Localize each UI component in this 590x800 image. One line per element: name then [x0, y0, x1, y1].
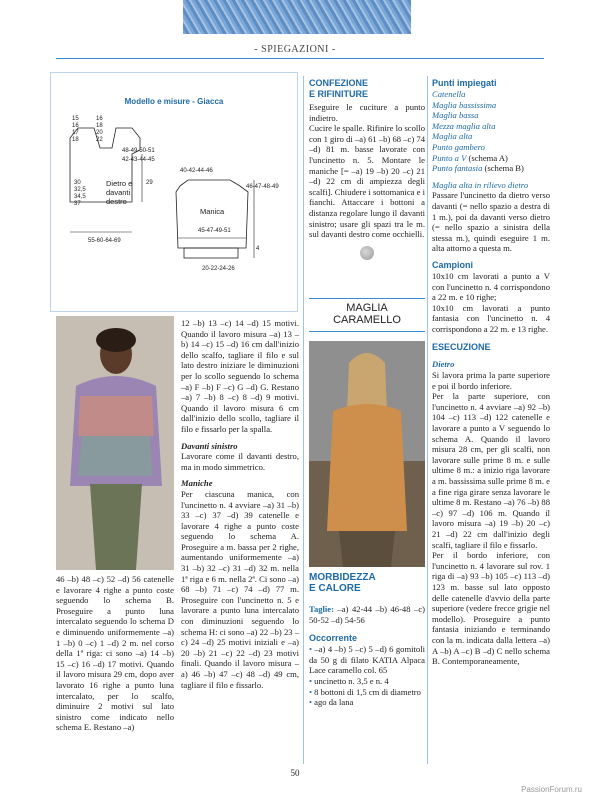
taglie-line [309, 604, 425, 625]
page-number: 50 [290, 768, 300, 778]
punto-item: Punto a V (schema A) [432, 152, 508, 163]
punto-item: Punto fantasia (schema B) [432, 163, 524, 174]
punto-item: Maglia bassissima [432, 99, 497, 110]
subtitle: MORBIDEZZA E CALORE [309, 572, 376, 594]
col3-bottom [309, 572, 425, 708]
rilievo-heading: Maglia alta in rilievo dietro [432, 179, 529, 190]
body-label: davanti [106, 188, 131, 197]
cuff-height-measure: 4 [256, 246, 260, 252]
dietro-text: Per il bordo inferiore, con l'uncinetto n. 4 lavorare sul rov. 1 riga di –a) 93 –b) 105 –c) 113 –d) 123 m. basse sul lato opposto delle catenelle d'avvio della parte superiore (vedere frecce grigie nel modello). Proseguire a punto fantasia iniziando e terminando con la m. indicata dalla lettera –a) A –b) A –c) B –d) C nello schema B. Contemporaneamente, [432, 550, 550, 667]
header-knit-band [183, 0, 411, 34]
title-divider [309, 298, 425, 299]
occorrente-heading: Occorrente [309, 633, 358, 644]
section-title: - SPIEGAZIONI - [254, 44, 336, 55]
project-title: MAGLIA CARAMELLO [333, 302, 401, 326]
col2-text3: Per ciascuna manica, con l'uncinetto n. 4 avviare –a) 31 –b) 33 –c) 37 –d) 39 catenelle e lavorare 4 righe a punto coste seguendo lo schema A. Proseguire a m. bassa per 2 righe, aumentando uniformemente –a) 31 –b) 32 –c) 31 –d) 32 m. nella 1ª riga e 6 m. nella 2ª. Ci sono –a) 68 –b) 71 –c) 74 –d) 77 m. Proseguire con l'uncinetto n. 5 e lavorare a punto luna intercalato con diminuzioni seguendo lo schema H: ci sono –a) 22 –b) 23 –c) 24 –d) 25 motivi iniziali e –a) 20 –b) 21 –c) 22 –d) 23 motivi finali. Quando il lavoro misura –a) 46 –b) 47 –c) 48 –d) 49 cm, tagliare il filo e fissarlo. [181, 488, 299, 690]
sleeve-length-measure: 46-47-48-49 [246, 184, 279, 190]
col1-text: 46 –b) 48 –c) 52 –d) 56 catenelle e lavorare 4 righe a punto coste seguendo lo schema B. Proseguire a punto luna intercalato seguendo lo schema D e diminuendo uniformemente –a) 1 –b) 0 –c) 1 –d) 2 m. nel corso della 1ª riga: ci sono –a) 14 –b) 15 –c) 16 –d) 17 motivi. Quando il lavoro misura 29 cm, dopo aver lavorato 16 righe a punto luna intercalato, per lo scalfo, diminuire 2 motivi sul lato sinistro come indicato nello schema E. Restano –a) [56, 574, 174, 733]
punto-item: Maglia alta [432, 131, 473, 142]
sleeve-width-measure: 45-47-49-51 [198, 228, 231, 234]
neck-label-left: 15 [72, 116, 79, 122]
punto-item: Maglia bassa [432, 110, 479, 121]
esecuzione-heading: ESECUZIONE [432, 342, 491, 353]
punto-item: Mezza maglia alta [432, 120, 496, 131]
confezione-text2: Cucire le spalle. Rifinire lo scollo con 1 giro di –a) 61 –b) 68 –c) 74 –d) 81 m. basse lavorate con l'uncinetto n. 5. Montare le maniche [= –a) 19 –b) 20 –c) 21 –d) 22 cm di ampiezza degli scalfi]. Chiudere i sottomanica e i fianchi. Attaccare i bottoni a distanza regolare lungo il davanti sinistro; usare gli spazi tra le m. sul davanti destro come occhielli. [309, 123, 425, 240]
model-photo-right [309, 341, 425, 567]
watermark: PassionForum.ru [521, 785, 582, 794]
punto-item: Punto gambero [432, 141, 485, 152]
campioni-text: 10x10 cm lavorati a punto a V con l'uncinetto n. 4 corrispondono a 22 m. e 10 righe; [432, 270, 550, 303]
neck-label-left: 16 [72, 123, 79, 129]
body-label: destro [106, 197, 127, 206]
punto-item: Catenella [432, 89, 466, 99]
shoulder-measure: 48-49-50-51 [122, 148, 155, 154]
campioni-text: 10x10 cm lavorati a punto fantasia con l'uncinetto n. 4 corrispondono a 22 m. e 13 righe. [432, 302, 550, 334]
neck-label-right: 20 [96, 130, 103, 136]
body-label: Dietro e [106, 179, 133, 188]
col3-top [309, 78, 425, 260]
side-measure: 29 [146, 180, 153, 186]
neck-label-right: 16 [96, 116, 103, 122]
body-height-label: 30 [74, 180, 81, 186]
measurement-diagram [50, 72, 298, 312]
title-divider [309, 331, 425, 332]
col4 [432, 78, 550, 667]
col2-text2: Lavorare come il davanti destro, ma in modo simmetrico. [181, 451, 299, 472]
model-photo-left [56, 316, 174, 570]
campioni-heading: Campioni [432, 259, 474, 270]
davanti-heading: Davanti sinistro [181, 440, 238, 451]
rilievo-text: Passare l'uncinetto da dietro verso davanti (= nello spazio a destra di 1 m.), poi da davanti verso dietro (= nello spazio a sinistra della stessa m.), quindi eseguire 1 m. alta attorno a questa m. [432, 190, 550, 254]
maniche-heading: Maniche [181, 478, 213, 489]
occ-item: • 8 bottoni di 1,5 cm di diametro [309, 686, 421, 697]
bottom-measure: 55-60-64-69 [88, 238, 121, 244]
yarn-ball-icon [360, 246, 374, 260]
col2 [181, 318, 299, 690]
dietro-heading: Dietro [432, 359, 455, 370]
col2-text1: 12 –b) 13 –c) 14 –d) 15 motivi. Quando il lavoro misura –a) 13 –b) 14 –c) 15 –d) 16 cm dall'inizio dello scalfo, tagliare il filo e sul lato destro iniziare le diminuzioni per lo scollo seguendo lo schema –a) F –b) F –c) G –d) G. Restano –a) 7 –b) 8 –c) 8 –d) 9 motivi. Quando il lavoro misura 6 cm dall'inizio dello scollo, tagliare il filo e fissarlo per la spalla. [181, 318, 299, 434]
neck-label-right: 18 [96, 123, 103, 129]
neck-label-right: 22 [96, 137, 103, 143]
sleeve-cuff-measure: 20-22-24-26 [202, 266, 235, 272]
confezione-text1: Eseguire le cuciture a punto indietro. [309, 102, 425, 123]
occ-item: • –a) 4 –b) 5 –c) 5 –d) 6 gomitoli da 50 g di filato KATIA Alpaca Lace caramello col. 65 [309, 644, 425, 676]
width-measure: 42-43-44-45 [122, 157, 155, 163]
confezione-heading: CONFEZIONE E RIFINITURE [309, 78, 369, 99]
dietro-text: Per la parte superiore, con l'uncinetto n. 4 avviare –a) 92 –b) 104 –c) 113 –d) 122 catenelle e lavorare a punto a V seguendo lo schema A. Quando il lavoro misura 28 cm, per gli scalfi, non lavorare sulle prime 8 m. e sulle ultime 8 m.: a inizio riga lavorare a m. bassissima sulle prime 8 m. e a fine riga girare senza lavorare le ultime 8 m. Restano –a) 76 –b) 88 –c) 97 –d) 106 m. Quando il lavoro misura –a) 19 –b) 20 –c) 21 –d) 22 cm dall'inizio degli scalfi, tagliare il filo e fissarlo. [432, 391, 550, 550]
header-divider [56, 58, 544, 59]
taglie-label: Taglie: [309, 604, 334, 614]
body-height-label: 37 [74, 201, 81, 207]
neck-label-left: 17 [72, 130, 79, 136]
column-divider [427, 76, 428, 764]
sleeve-label: Manica [200, 207, 225, 216]
punti-heading: Punti impiegati [432, 78, 497, 88]
column-divider [303, 76, 304, 764]
neck-label-left: 18 [72, 137, 79, 143]
taglie-value: –a) 42-44 –b) 46-48 –c) 50-52 –d) 54-56 [309, 604, 425, 625]
body-height-label: 34,5 [74, 194, 86, 200]
body-height-label: 32,5 [74, 187, 86, 193]
sleeve-top-measure: 40-42-44-46 [180, 168, 213, 174]
diagram-title: Modello e misure - Giacca [124, 97, 224, 106]
dietro-text: Si lavora prima la parte superiore e poi il bordo inferiore. [432, 370, 550, 391]
occ-item: • ago da lana [309, 697, 354, 708]
occ-item: • uncinetto n. 3,5 e n. 4 [309, 675, 389, 686]
